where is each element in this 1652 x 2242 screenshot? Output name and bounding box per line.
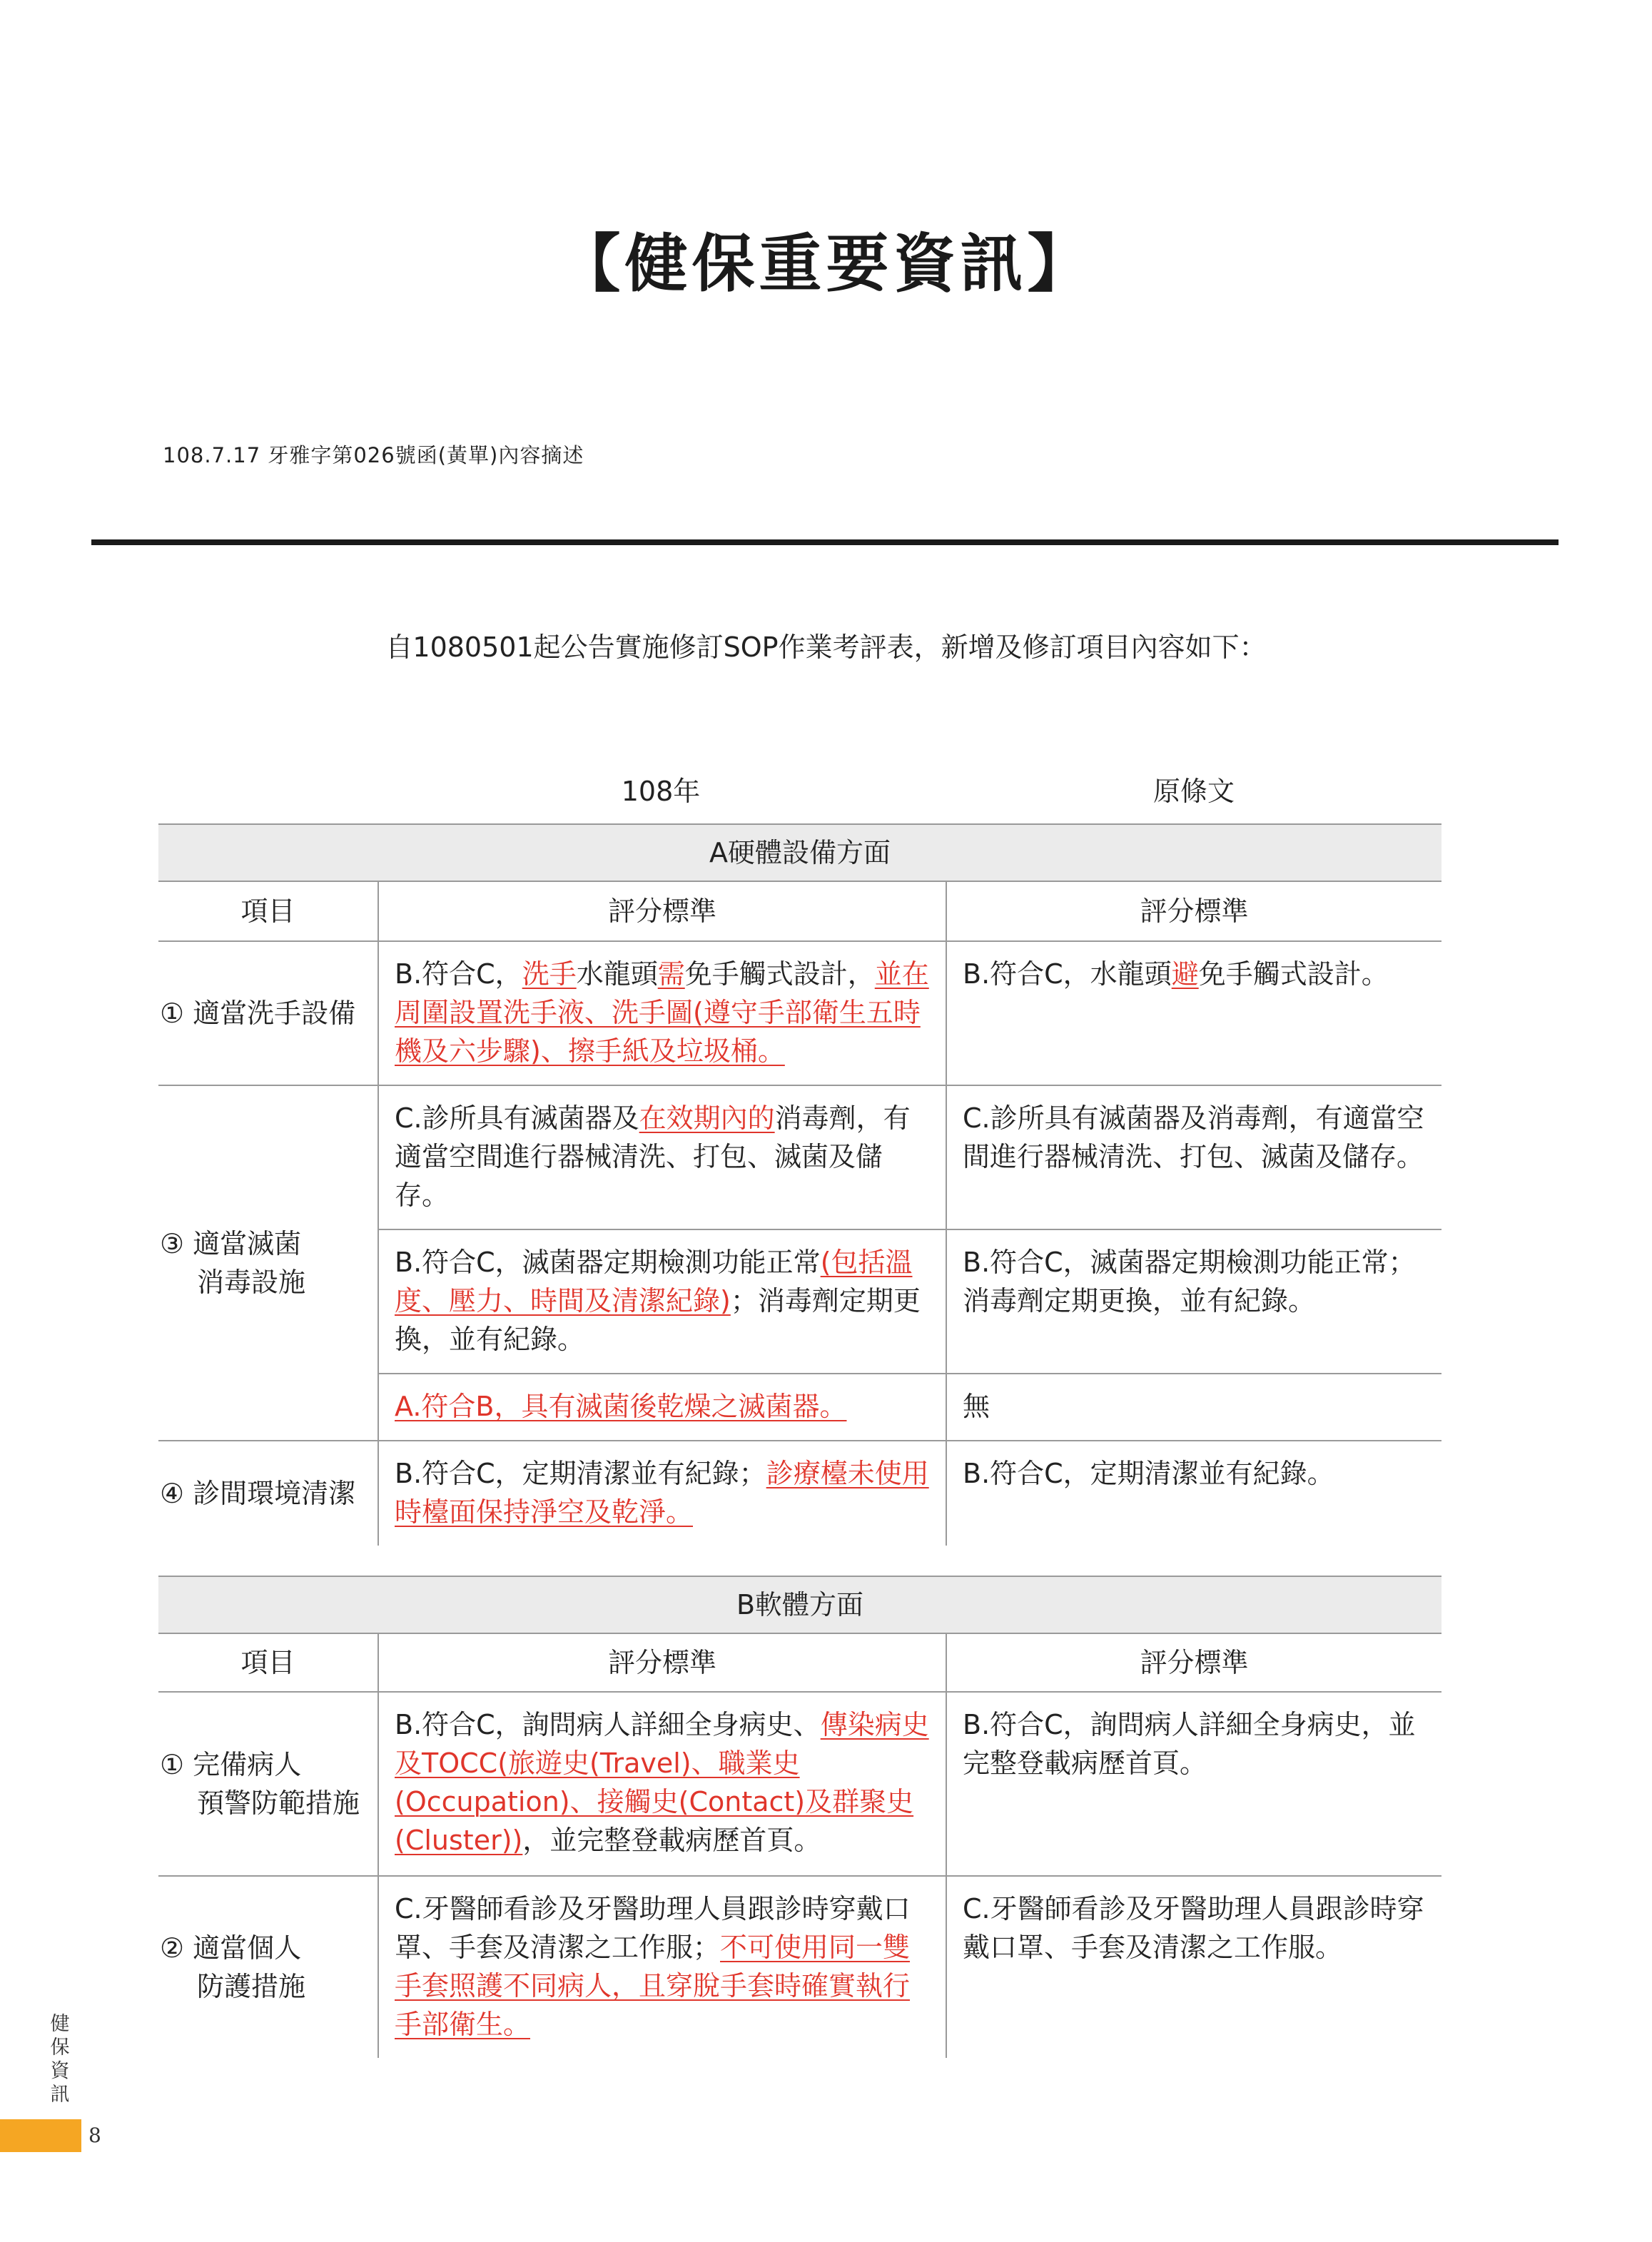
new-criteria-cell <box>378 1876 946 2058</box>
header-old-criteria: 評分標準 <box>946 1633 1441 1692</box>
item-label-line2: 預警防範措施 <box>197 1787 360 1819</box>
old-criteria-cell <box>946 1085 1441 1229</box>
text-segment: 無 <box>963 1391 990 1422</box>
revised-text: 不可使用同一雙手套照護不同病人，且穿脫手套時確實執行手部衛生。 <box>395 1932 911 2040</box>
table-row <box>158 1085 1441 1229</box>
old-criteria-cell <box>946 1876 1441 2058</box>
divider-rule <box>91 539 1559 545</box>
text-segment: C.牙醫師看診及牙醫助理人員跟診時穿戴口罩、手套及清潔之工作服。 <box>963 1893 1424 1963</box>
item-cell <box>158 1085 378 1441</box>
revised-text: 診療檯未使用時檯面保持淨空及乾淨。 <box>395 1458 929 1528</box>
new-criteria-cell <box>378 1374 946 1441</box>
text-segment: C.牙醫師看診及牙醫助理人員跟診時穿戴口罩、手套及清潔之工作服； <box>395 1893 911 1963</box>
revised-text: 並在周圍設置洗手液、洗手圖(遵守手部衛生五時機及六步驟)、擦手紙及垃圾桶。 <box>395 958 929 1067</box>
item-label-line2: 消毒設施 <box>197 1267 306 1298</box>
table-row <box>158 1441 1441 1546</box>
revised-text: 在效期內的 <box>639 1102 775 1134</box>
text-segment: B.符合C，詢問病人詳細全身病史、 <box>395 1709 821 1740</box>
new-criteria-cell <box>378 941 946 1085</box>
revised-text: 洗手 <box>522 958 577 990</box>
column-label-old: 原條文 <box>1152 776 1235 807</box>
revised-text: (包括溫度、壓力、時間及清潔紀錄) <box>395 1247 913 1317</box>
revised-text: A.符合B，具有滅菌後乾燥之滅菌器。 <box>395 1391 847 1422</box>
old-criteria-cell <box>946 1374 1441 1441</box>
header-item: 項目 <box>158 1633 378 1692</box>
item-cell <box>158 1441 378 1546</box>
column-label-new: 108年 <box>621 776 701 807</box>
table-hardware <box>158 823 1441 1546</box>
side-section-label: 健保資訊 <box>50 2013 70 2106</box>
text-segment: B.符合C，滅菌器定期檢測功能正常；消毒劑定期更換，並有紀錄。 <box>963 1247 1416 1317</box>
item-label: ④ 診間環境清潔 <box>160 1478 356 1509</box>
item-cell <box>158 1692 378 1876</box>
new-criteria-cell <box>378 1441 946 1546</box>
item-label: ① 完備病人 <box>160 1749 302 1780</box>
text-segment: C.診所具有滅菌器及 <box>395 1102 639 1134</box>
header-item: 項目 <box>158 881 378 941</box>
text-segment: B.符合C，水龍頭 <box>963 958 1172 990</box>
table-row <box>158 1876 1441 2058</box>
text-segment: ，並完整登載病歷首頁。 <box>522 1825 821 1856</box>
section-title: B軟體方面 <box>158 1576 1441 1633</box>
text-segment: 免手觸式設計， <box>684 958 875 990</box>
table-row <box>158 941 1441 1085</box>
new-criteria-cell <box>378 1229 946 1374</box>
revised-text: 傳染病史及TOCC(旅遊史(Travel)、職業史(Occupation)、接觸史(Contact)及群聚史(Cluster)) <box>395 1709 929 1856</box>
revised-text: 避 <box>1171 958 1199 990</box>
item-label: ② 適當個人 <box>160 1932 302 1964</box>
text-segment: B.符合C，定期清潔並有紀錄； <box>395 1458 766 1489</box>
table-row <box>158 1692 1441 1876</box>
new-criteria-cell <box>378 1692 946 1876</box>
table-software <box>158 1576 1441 2058</box>
item-cell <box>158 1876 378 2058</box>
new-criteria-cell <box>378 1085 946 1229</box>
header-old-criteria: 評分標準 <box>946 881 1441 941</box>
intro-text: 自1080501起公告實施修訂SOP作業考評表，新增及修訂項目內容如下： <box>385 631 1267 663</box>
text-segment: 水龍頭 <box>576 958 658 990</box>
text-segment: ；消毒劑定期更換，並有紀錄。 <box>395 1285 921 1355</box>
item-label: ① 適當洗手設備 <box>160 998 356 1029</box>
text-segment: C.診所具有滅菌器及消毒劑，有適當空間進行器械清洗、打包、滅菌及儲存。 <box>963 1102 1424 1172</box>
text-segment: B.符合C，滅菌器定期檢測功能正常 <box>395 1247 821 1278</box>
section-title: A硬體設備方面 <box>158 824 1441 881</box>
item-label: ③ 適當滅菌 <box>160 1228 302 1259</box>
old-criteria-cell <box>946 941 1441 1085</box>
text-segment: 免手觸式設計。 <box>1198 958 1389 990</box>
old-criteria-cell <box>946 1692 1441 1876</box>
page-title: 【健保重要資訊】 <box>557 226 1095 300</box>
document-reference: 108.7.17 牙雅字第026號函(黃單)內容摘述 <box>163 443 584 467</box>
text-segment: B.符合C， <box>395 958 522 990</box>
header-new-criteria: 評分標準 <box>378 1633 946 1692</box>
revised-text: 需 <box>657 958 685 990</box>
text-segment: B.符合C，詢問病人詳細全身病史，並完整登載病歷首頁。 <box>963 1709 1416 1779</box>
header-new-criteria: 評分標準 <box>378 881 946 941</box>
text-segment: 消毒劑，有適當空間進行器械清洗、打包、滅菌及儲存。 <box>395 1102 911 1211</box>
item-cell <box>158 941 378 1085</box>
old-criteria-cell <box>946 1441 1441 1546</box>
text-segment: B.符合C，定期清潔並有紀錄。 <box>963 1458 1334 1489</box>
page-number: 8 <box>88 2124 101 2147</box>
page-accent-bar <box>0 2119 81 2152</box>
item-label-line2: 防護措施 <box>197 1971 306 2002</box>
old-criteria-cell <box>946 1229 1441 1374</box>
